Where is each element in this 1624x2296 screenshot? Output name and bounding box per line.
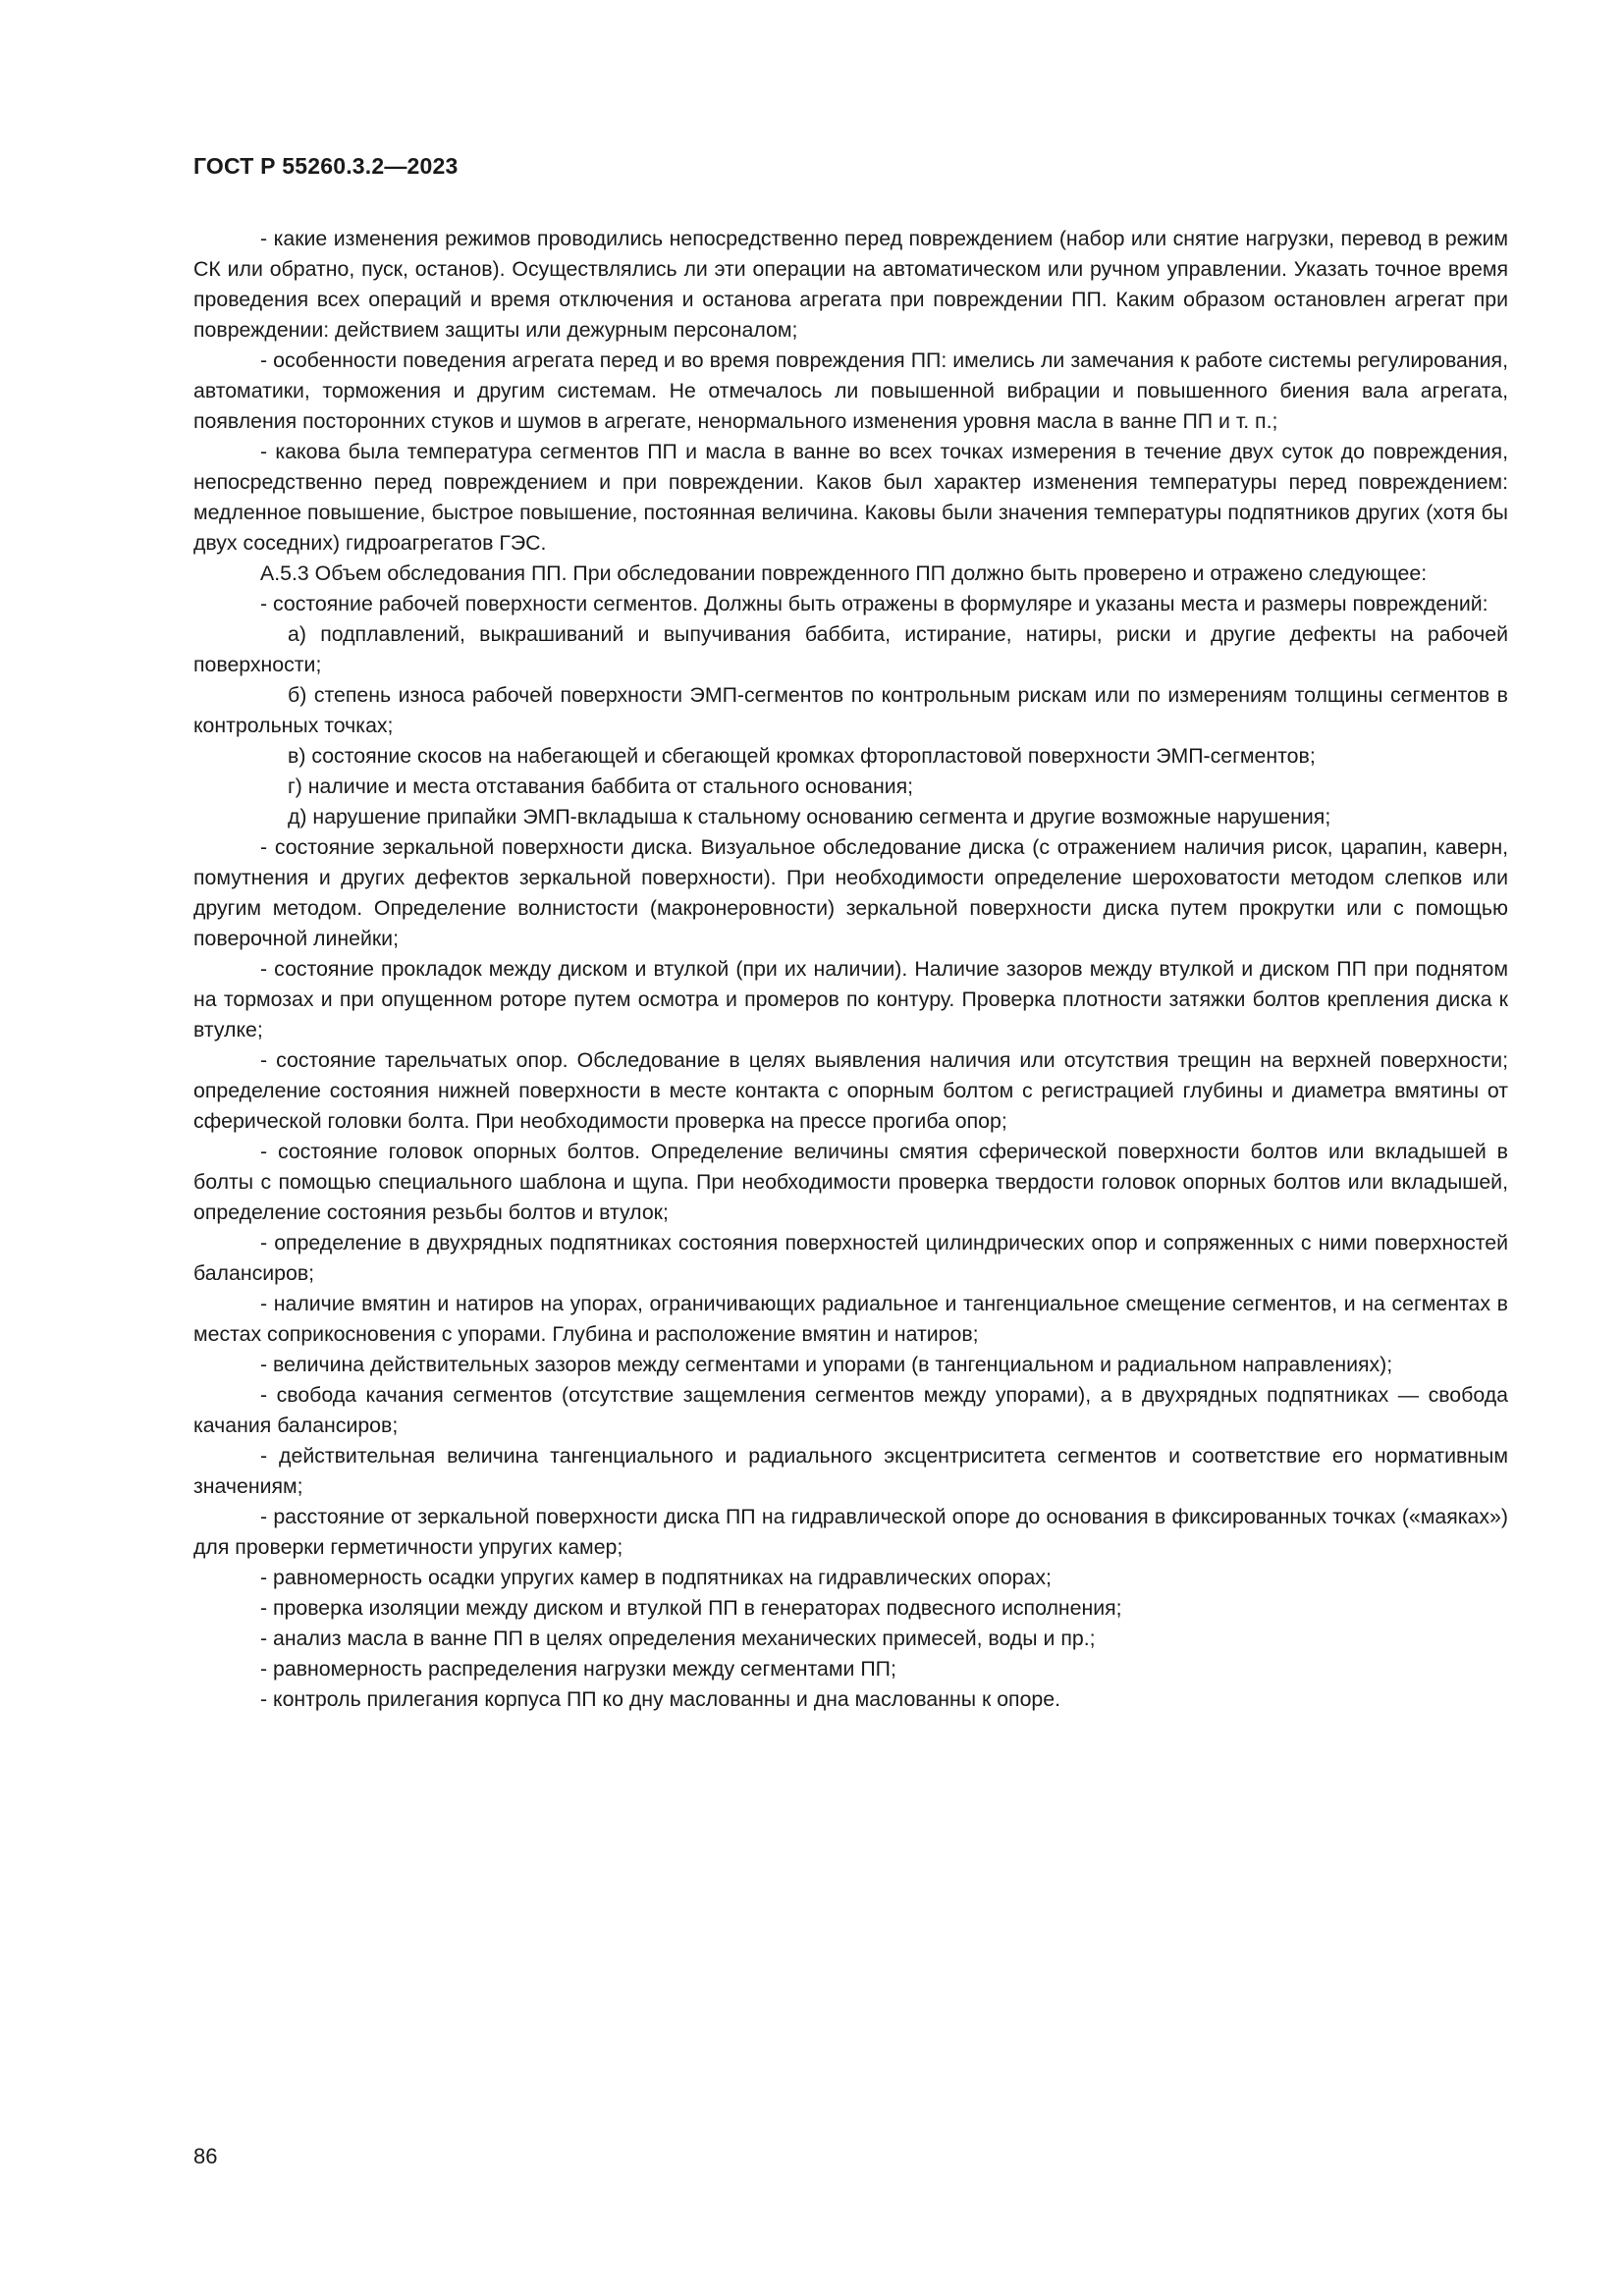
paragraph-oil-analysis: - анализ масла в ванне ПП в целях определения механических примесей, воды и пр.;	[260, 1627, 1096, 1650]
list-item-g: г) наличие и места отставания баббита от стального основания;	[288, 774, 914, 798]
list-item-b: б) степень износа рабочей поверхности ЭМП-сегментов по контрольным рискам или по измерениям толщины сегментов в контрольных точках;	[193, 683, 1508, 737]
paragraph-segment-temperature: - какова была температура сегментов ПП и масла в ванне во всех точках измерения в течение двух суток до повреждения, непосредственно перед повреждением и при повреждении. Каков был характер изменения температуры перед повреждением: медленное повышение, быстрое повышение, постоянная величина. Каковы были значения температуры подпятников других (хотя бы двух соседних) гидроагрегатов ГЭС.	[193, 440, 1508, 555]
list-item-d: д) нарушение припайки ЭМП-вкладыша к стальному основанию сегмента и другие возможные нарушения;	[288, 805, 1331, 828]
document-header: ГОСТ Р 55260.3.2—2023	[193, 153, 459, 179]
paragraph-swing-freedom: - свобода качания сегментов (отсутствие защемления сегментов между упорами), а в двухрядных подпятниках — свобода качания балансиров;	[193, 1383, 1508, 1437]
paragraph-disc-supports: - состояние тарельчатых опор. Обследование в целях выявления наличия или отсутствия трещин на верхней поверхности; определение состояния нижней поверхности в месте контакта с опорным болтом с регистрацией глубины и диаметра вмятины от сферической головки болта. При необходимости проверка на прессе прогиба опор;	[193, 1048, 1508, 1133]
paragraph-load-distribution: - равномерность распределения нагрузки между сегментами ПП;	[260, 1657, 896, 1681]
paragraph-bolt-heads: - состояние головок опорных болтов. Определение величины смятия сферической поверхности болтов или вкладышей в болты с помощью специального шаблона и щупа. При необходимости проверка твердости головок опорных болтов или вкладышей, определение состояния резьбы болтов и втулок;	[193, 1140, 1508, 1224]
paragraph-mirror-surface: - состояние зеркальной поверхности диска. Визуальное обследование диска (с отражением наличия рисок, царапин, каверн, помутнения и других дефектов зеркальной поверхности). При необходимости определение шероховатости методом слепков или другим методом. Определение волнистости (макронеровности) зеркальной поверхности диска путем прокрутки или с помощью поверочной линейки;	[193, 835, 1508, 950]
paragraph-segment-surface: - состояние рабочей поверхности сегментов. Должны быть отражены в формуляре и указаны места и размеры повреждений:	[260, 592, 1489, 615]
paragraph-housing-fit: - контроль прилегания корпуса ПП ко дну маслованны и дна маслованны к опоре.	[260, 1687, 1061, 1711]
paragraph-unit-behavior: - особенности поведения агрегата перед и во время повреждения ПП: имелись ли замечания к работе системы регулирования, автоматики, торможения и другим системам. Не отмечалось ли повышенной вибрации и повышенного биения вала агрегата, появления посторонних стуков и шумов в агрегате, ненормального изменения уровня масла в ванне ПП и т. п.;	[193, 348, 1508, 433]
document-body	[193, 224, 1508, 1715]
paragraph-dents: - наличие вмятин и натиров на упорах, ограничивающих радиальное и тангенциальное смещение сегментов, и на сегментах в местах соприкосновения с упорами. Глубина и расположение вмятин и натиров;	[193, 1292, 1508, 1346]
paragraph-mode-changes: - какие изменения режимов проводились непосредственно перед повреждением (набор или снятие нагрузки, перевод в режим СК или обратно, пуск, останов). Осуществлялись ли эти операции на автоматическом или ручном управлении. Указать точное время проведения всех операций и время отключения и останова агрегата при повреждении ПП. Каким образом остановлен агрегат при повреждении: действием защиты или дежурным персоналом;	[193, 227, 1508, 342]
paragraph-eccentricity: - действительная величина тангенциального и радиального эксцентриситета сегментов и соответствие его нормативным значениям;	[193, 1444, 1508, 1498]
paragraph-double-row: - определение в двухрядных подпятниках состояния поверхностей цилиндрических опор и сопряженных с ними поверхностей балансиров;	[193, 1231, 1508, 1285]
paragraph-gaskets: - состояние прокладок между диском и втулкой (при их наличии). Наличие зазоров между втулкой и диском ПП при поднятом на тормозах и при опущенном роторе путем осмотра и промеров по контуру. Проверка плотности затяжки болтов крепления диска к втулке;	[193, 957, 1508, 1041]
page-number: 86	[193, 2144, 218, 2168]
paragraph-mirror-distance: - расстояние от зеркальной поверхности диска ПП на гидравлической опоре до основания в фиксированных точках («маяках») для проверки герметичности упругих камер;	[193, 1505, 1508, 1559]
section-a-5-3: А.5.3 Объем обследования ПП. При обследовании поврежденного ПП должно быть проверено и отражено следующее:	[260, 561, 1428, 585]
list-item-a: а) подплавлений, выкрашиваний и выпучивания баббита, истирание, натиры, риски и другие дефекты на рабочей поверхности;	[193, 622, 1508, 676]
paragraph-chamber-settling: - равномерность осадки упругих камер в подпятниках на гидравлических опорах;	[260, 1566, 1052, 1589]
paragraph-clearances: - величина действительных зазоров между сегментами и упорами (в тангенциальном и радиальном направлениях);	[260, 1353, 1393, 1376]
paragraph-insulation: - проверка изоляции между диском и втулкой ПП в генераторах подвесного исполнения;	[260, 1596, 1122, 1620]
list-item-v: в) состояние скосов на набегающей и сбегающей кромках фторопластовой поверхности ЭМП-сегментов;	[288, 744, 1316, 768]
